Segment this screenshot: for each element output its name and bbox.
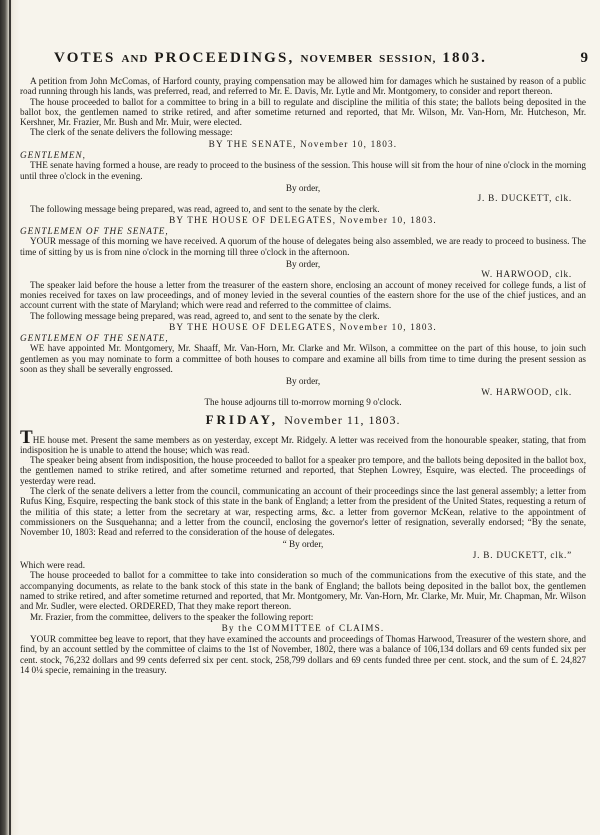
heading-committee-of-claims: By the COMMITTEE of CLAIMS.	[221, 622, 385, 633]
paragraph-petition: A petition from John McComas, of Harford county, praying compensation may be allowed him for damages which he sustained by reason of a public road running through his lands, was preferred, read, and referred to Mr. E. Davis, Mr. Lytle and Mr. Montgomery, to consider and report thereon.	[20, 76, 586, 97]
drop-cap: T	[20, 426, 33, 448]
paragraph-senate-message-intro: The clerk of the senate delivers the following message:	[30, 127, 233, 138]
by-order-2: By order,	[285, 259, 321, 270]
salutation-gentlemen-senate-2: GENTLEMEN OF THE SENATE,	[20, 333, 169, 344]
by-order-3: By order,	[285, 376, 321, 387]
heading-house-of-delegates-2: BY THE HOUSE OF DELEGATES, November 10, 1803.	[169, 321, 437, 332]
heading-friday	[20, 412, 586, 428]
heading-house-of-delegates-1: BY THE HOUSE OF DELEGATES, November 10, 1803.	[169, 214, 437, 225]
signature-duckett-1: J. B. DUCKETT, clk.	[477, 193, 572, 204]
paragraph-bank-stock-committee: The house proceeded to ballot for a committee to take into consideration so much of the communications from the executive of this state, and the accompanying documents, as relate to the bank stock of this state in the bank of England; the ballots being deposited in the ballot box, the gentlemen named to strike retired, and after sometime returned and reported, that Mr. Montgomery, Mr. Van-Horn, Mr. Clarke, Mr. Muir, Mr. Chapman, Mr. Wilson and Mr. Sudler, were elected. ORDERED, That they make report thereon.	[20, 570, 586, 612]
paragraph-treasurer-letter: The speaker laid before the house a letter from the treasurer of the eastern shore, enclosing an account of money received for college funds, a list of monies received for taxes on law proceedings, and of money levied in the several counties of the eastern shore for the use of the chief justices, and an account current with the state of Maryland; which were read and referred to the committee of claims.	[20, 279, 586, 311]
heading-by-the-senate: BY THE SENATE, November 10, 1803.	[208, 138, 398, 149]
paragraph-quorum: YOUR message of this morning we have received. A quorum of the house of delegates being also assembled, we are ready to proceed to business. The time of sitting by us is from nine o'clock in the morning till three o'clock in the afternoon.	[20, 236, 586, 257]
friday-date: November 11, 1803.	[284, 413, 401, 428]
header-month: NOVEMBER	[300, 53, 374, 65]
paragraph-militia-ballot: The house proceeded to ballot for a committee to bring in a bill to regulate and discipline the militia of this state; the ballots being deposited in the ballot box, the gentlemen named to strike retired, and after sometime returned and reported, that Mr. Wilson, Mr. Van-Horn, Mr. Hutcheson, Mr. Kershner, Mr. Frazier, Mr. Bush and Mr. Muir, were elected.	[20, 96, 586, 128]
document-body	[20, 76, 586, 675]
paragraph-claims-report: YOUR committee beg leave to report, that they have examined the accounts and proceedings of Thomas Harwood, Treasurer of the western shore, and find, by an account settled by the committee of claims to the 1st of November, 1802, there was a balance of 106,134 dollars and 69 cents funded six per cent. stock, 76,232 dollars and 99 cents deferred six per cent. stock, 258,799 dollars and 69 cents funded three per cent. stock, and the sum of £. 24,827 14 0¼ specie, remaining in the treasury.	[20, 634, 586, 676]
salutation-gentlemen-senate-1: GENTLEMEN OF THE SENATE,	[20, 226, 169, 237]
binding-edge	[9, 0, 11, 835]
paragraph-house-met-text: HE house met. Present the same members as on yesterday, except Mr. Ridgely. A letter was received from the honourable speaker, stating, that from indisposition he is unable to attend the house; which was read.	[20, 434, 586, 455]
running-header	[54, 50, 574, 72]
paragraph-message-prepared-2: The following message being prepared, was read, agreed to, and sent to the senate by the clerk.	[30, 310, 380, 321]
paragraph-senate-formed: THE senate having formed a house, are ready to proceed to the business of the session. This house will sit from the hour of nine o'clock in the morning until three o'clock in the evening.	[20, 160, 586, 181]
page-number: 9	[580, 50, 588, 66]
header-year: 1803.	[442, 50, 488, 66]
paragraph-speaker-absent: The speaker being absent from indisposition, the house proceeded to ballot for a speaker pro tempore, and the ballots being deposited in the ballot box, the gentlemen named to strike retired, and after sometime returned and reported, that Stephen Lowrey, Esquire, was elected. The proceedings of yesterday were read.	[20, 455, 586, 486]
by-order-4: “ By order,	[282, 539, 324, 550]
paragraph-adjourns: The house adjourns till to-morrow morning 9 o'clock.	[204, 396, 402, 407]
signature-harwood-1: W. HARWOOD, clk.	[481, 269, 572, 280]
paragraph-message-prepared-1: The following message being prepared, was read, agreed to, and sent to the senate by the clerk.	[30, 203, 380, 214]
paragraph-which-were-read: Which were read.	[20, 560, 86, 571]
header-session: SESSION,	[379, 53, 437, 65]
paragraph-house-met	[20, 426, 586, 456]
paragraph-frazier-report: Mr. Frazier, from the committee, delivers to the speaker the following report:	[30, 611, 314, 622]
signature-duckett-2: J. B. DUCKETT, clk.”	[472, 549, 572, 560]
header-and: AND	[121, 53, 149, 65]
header-proceedings: PROCEEDINGS,	[154, 50, 295, 66]
by-order-1: By order,	[285, 182, 321, 193]
signature-harwood-2: W. HARWOOD, clk.	[481, 386, 572, 397]
salutation-gentlemen: GENTLEMEN,	[20, 150, 86, 161]
friday-day: FRIDAY,	[205, 412, 278, 428]
paragraph-council-letters: The clerk of the senate delivers a letter from the council, communicating an account of their proceedings since the last general assembly; a letter from Rufus King, Esquire, respecting the bank stock of this state in the bank of England; a letter from the president of the United States, requesting a return of the militia of this state; a letter from the secretary at war, respecting arms, &c. a letter from governor McKean, relative to the appointment of commissioners on the Susquehanna; and a letter from the council, enclosing the governor's letter of resignation, severally endorsed; “By the senate, November 10, 1803: Read and referred to the consideration of the house of delegates.	[20, 485, 586, 538]
header-votes: VOTES	[54, 50, 116, 66]
paragraph-committee-appointed: WE have appointed Mr. Montgomery, Mr. Shaaff, Mr. Van-Horn, Mr. Clarke and Mr. Wilson, a committee on the part of this house, to join such gentlemen as you may nominate to form a committee of both houses to compare and examine all bills from time to time during the present session as soon as they shall be severally engrossed.	[20, 343, 586, 375]
